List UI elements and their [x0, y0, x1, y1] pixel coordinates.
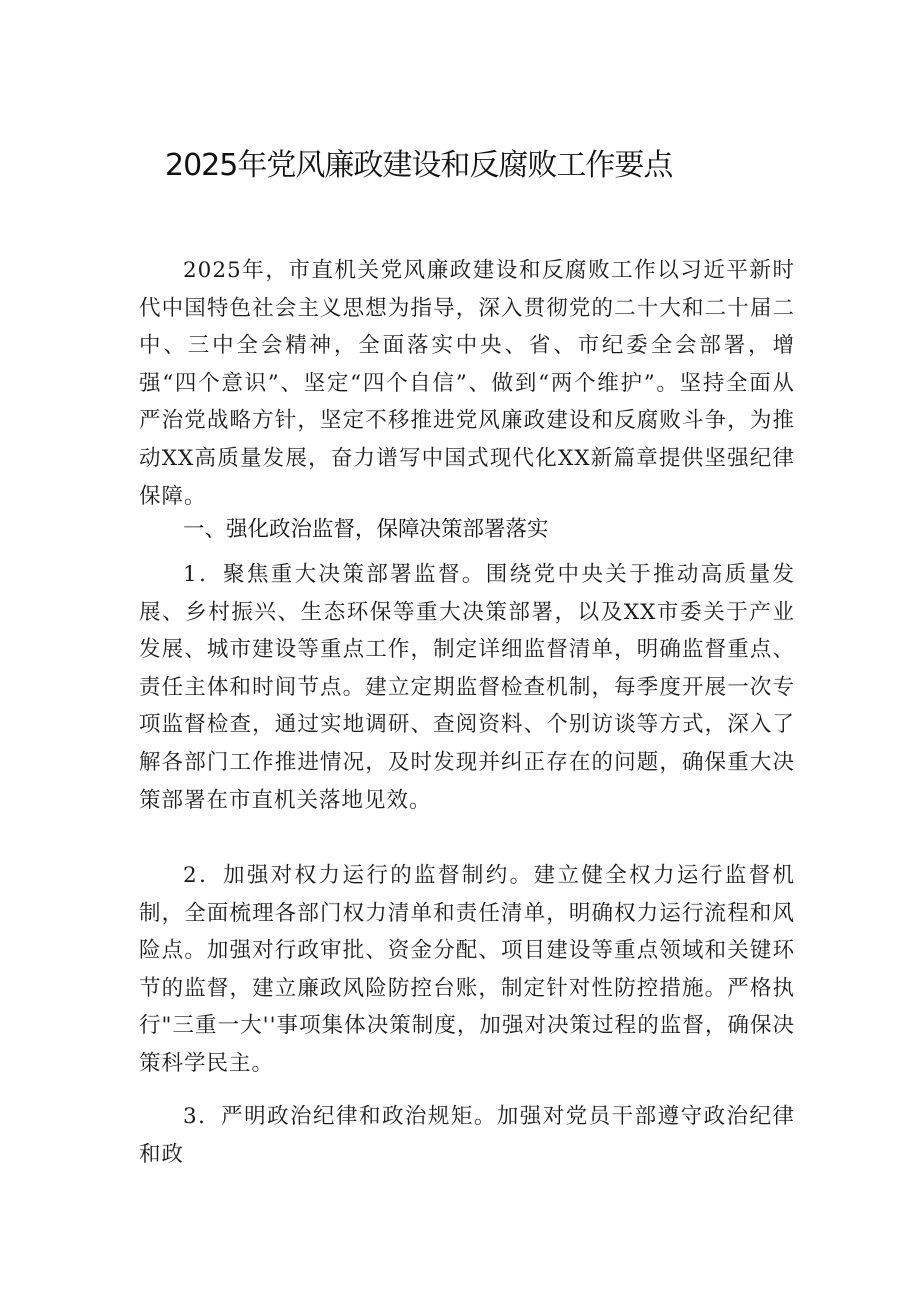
document-title: 2025年党风廉政建设和反腐败工作要点	[165, 148, 673, 183]
item-2-paragraph: 2．加强对权力运行的监督制约。建立健全权力运行监督机制，全面梳理各部门权力清单和责任清单，明确权力运行流程和风险点。加强对行政审批、资金分配、项目建设等重点领域和关键环节的监督，建立廉政风险防控台账，制定针对性防控措施。严格执行"三重一大''事项集体决策制度，加强对决策过程的监督，确保决策科学民主。	[139, 863, 795, 1076]
section-heading: 一、强化政治监督，保障决策部署落实	[183, 517, 549, 542]
item-3-paragraph: 3．严明政治纪律和政治规矩。加强对党员干部遵守政治纪律和政	[139, 1104, 795, 1167]
intro-paragraph: 2025年，市直机关党风廉政建设和反腐败工作以习近平新时代中国特色社会主义思想为指导，深入贯彻党的二十大和二十届二中、三中全会精神，全面落实中央、省、市纪委全会部署，增强“四个意识”、坚定“四个自信”、做到“两个维护”。坚持全面从严治党战略方针，坚定不移推进党风廉政建设和反腐败斗争，为推动XX高质量发展，奋力谱写中国式现代化XX新篇章提供坚强纪律保障。	[139, 258, 795, 509]
item-1-paragraph: 1．聚焦重大决策部署监督。围绕党中央关于推动高质量发展、乡村振兴、生态环保等重大决策部署，以及XX市委关于产业发展、城市建设等重点工作，制定详细监督清单，明确监督重点、责任主体和时间节点。建立定期监督检查机制，每季度开展一次专项监督检查，通过实地调研、查阅资料、个别访谈等方式，深入了解各部门工作推进情况，及时发现并纠正存在的问题，确保重大决策部署在市直机关落地见效。	[139, 562, 795, 813]
